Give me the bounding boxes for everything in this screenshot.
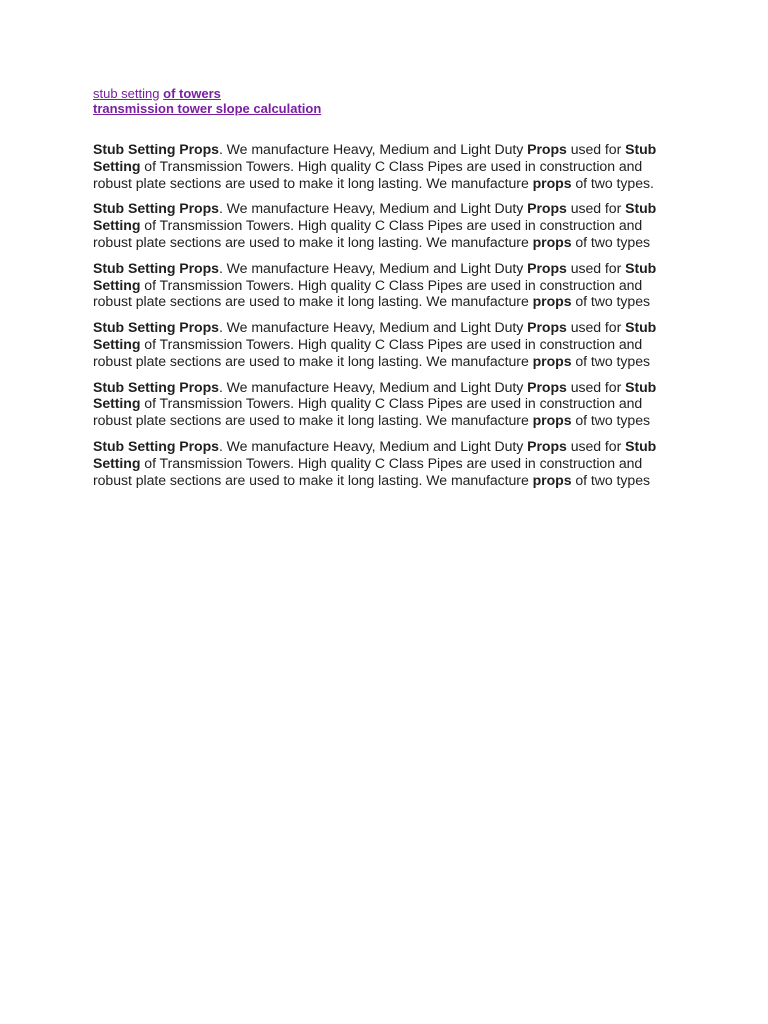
- link-line-2: [93, 101, 683, 116]
- paragraph: [93, 319, 683, 369]
- text-run: of Transmission Towers. High quality C Class Pipes are used in construction and robust plate sections are used to make it long lasting. We manufacture: [93, 395, 643, 429]
- text-run: . We manufacture Heavy, Medium and Light Duty: [218, 319, 528, 336]
- text-run: . We manufacture Heavy, Medium and Light Duty: [218, 437, 528, 454]
- bold-phrase: Stub Setting: [93, 259, 657, 293]
- paragraph: [93, 141, 683, 191]
- text-run: . We manufacture Heavy, Medium and Light Duty: [218, 259, 528, 276]
- text-run: of two types.: [571, 174, 654, 191]
- text-run: of two types: [571, 352, 650, 369]
- document-page: [93, 86, 683, 488]
- bold-phrase: Stub Setting: [93, 141, 657, 174]
- text-run: used for: [566, 319, 626, 336]
- of-towers-link[interactable]: of towers: [163, 86, 221, 101]
- bold-phrase: props: [532, 471, 572, 488]
- bold-phrase: props: [532, 293, 572, 310]
- bold-phrase: Stub Setting Props: [93, 200, 219, 217]
- bold-phrase: Stub Setting: [93, 378, 657, 412]
- bold-phrase: Stub Setting Props: [93, 378, 219, 395]
- text-run: . We manufacture Heavy, Medium and Light Duty: [218, 141, 528, 157]
- paragraph: [93, 438, 683, 488]
- text-run: of two types: [571, 233, 650, 250]
- text-run: used for: [566, 378, 626, 395]
- bold-phrase: Stub Setting: [93, 319, 657, 352]
- bold-phrase: Stub Setting: [93, 437, 657, 471]
- text-run: of two types: [571, 293, 650, 310]
- link-block: [93, 86, 683, 116]
- text-run: . We manufacture Heavy, Medium and Light Duty: [218, 378, 528, 395]
- text-run: used for: [566, 259, 626, 276]
- slope-calculation-link[interactable]: transmission tower slope calculation: [93, 101, 322, 116]
- bold-phrase: props: [532, 412, 572, 429]
- text-run: of Transmission Towers. High quality C Class Pipes are used in construction and robust plate sections are used to make it long lasting. We manufacture: [93, 454, 643, 488]
- bold-phrase: Props: [527, 200, 567, 217]
- paragraph: [93, 379, 683, 429]
- text-run: used for: [566, 437, 626, 454]
- text-run: of Transmission Towers. High quality C Class Pipes are used in construction and robust plate sections are used to make it long lasting. We manufacture: [93, 157, 643, 191]
- bold-phrase: Props: [527, 141, 567, 157]
- bold-phrase: Stub Setting Props: [93, 437, 219, 454]
- bold-phrase: Props: [527, 319, 567, 336]
- bold-phrase: props: [532, 174, 572, 191]
- text-run: of Transmission Towers. High quality C Class Pipes are used in construction and robust plate sections are used to make it long lasting. We manufacture: [93, 335, 643, 369]
- bold-phrase: Stub Setting: [93, 200, 657, 234]
- text-run: of two types: [571, 471, 650, 488]
- link-line-1: [93, 86, 683, 101]
- text-run: used for: [566, 200, 626, 217]
- paragraph-list: [93, 141, 683, 488]
- text-run: . We manufacture Heavy, Medium and Light Duty: [218, 200, 528, 217]
- text-run: of Transmission Towers. High quality C Class Pipes are used in construction and robust plate sections are used to make it long lasting. We manufacture: [93, 217, 643, 250]
- paragraph: [93, 260, 683, 310]
- text-run: of two types: [571, 412, 650, 429]
- bold-phrase: Props: [527, 259, 567, 276]
- stub-setting-link[interactable]: stub setting: [93, 86, 160, 101]
- bold-phrase: Props: [527, 437, 567, 454]
- paragraph: [93, 200, 683, 250]
- bold-phrase: props: [532, 233, 572, 250]
- bold-phrase: props: [532, 352, 572, 369]
- text-run: of Transmission Towers. High quality C Class Pipes are used in construction and robust plate sections are used to make it long lasting. We manufacture: [93, 276, 643, 310]
- text-run: used for: [566, 141, 626, 157]
- bold-phrase: Stub Setting Props: [93, 319, 219, 336]
- bold-phrase: Props: [527, 378, 567, 395]
- bold-phrase: Stub Setting Props: [93, 141, 219, 157]
- bold-phrase: Stub Setting Props: [93, 259, 219, 276]
